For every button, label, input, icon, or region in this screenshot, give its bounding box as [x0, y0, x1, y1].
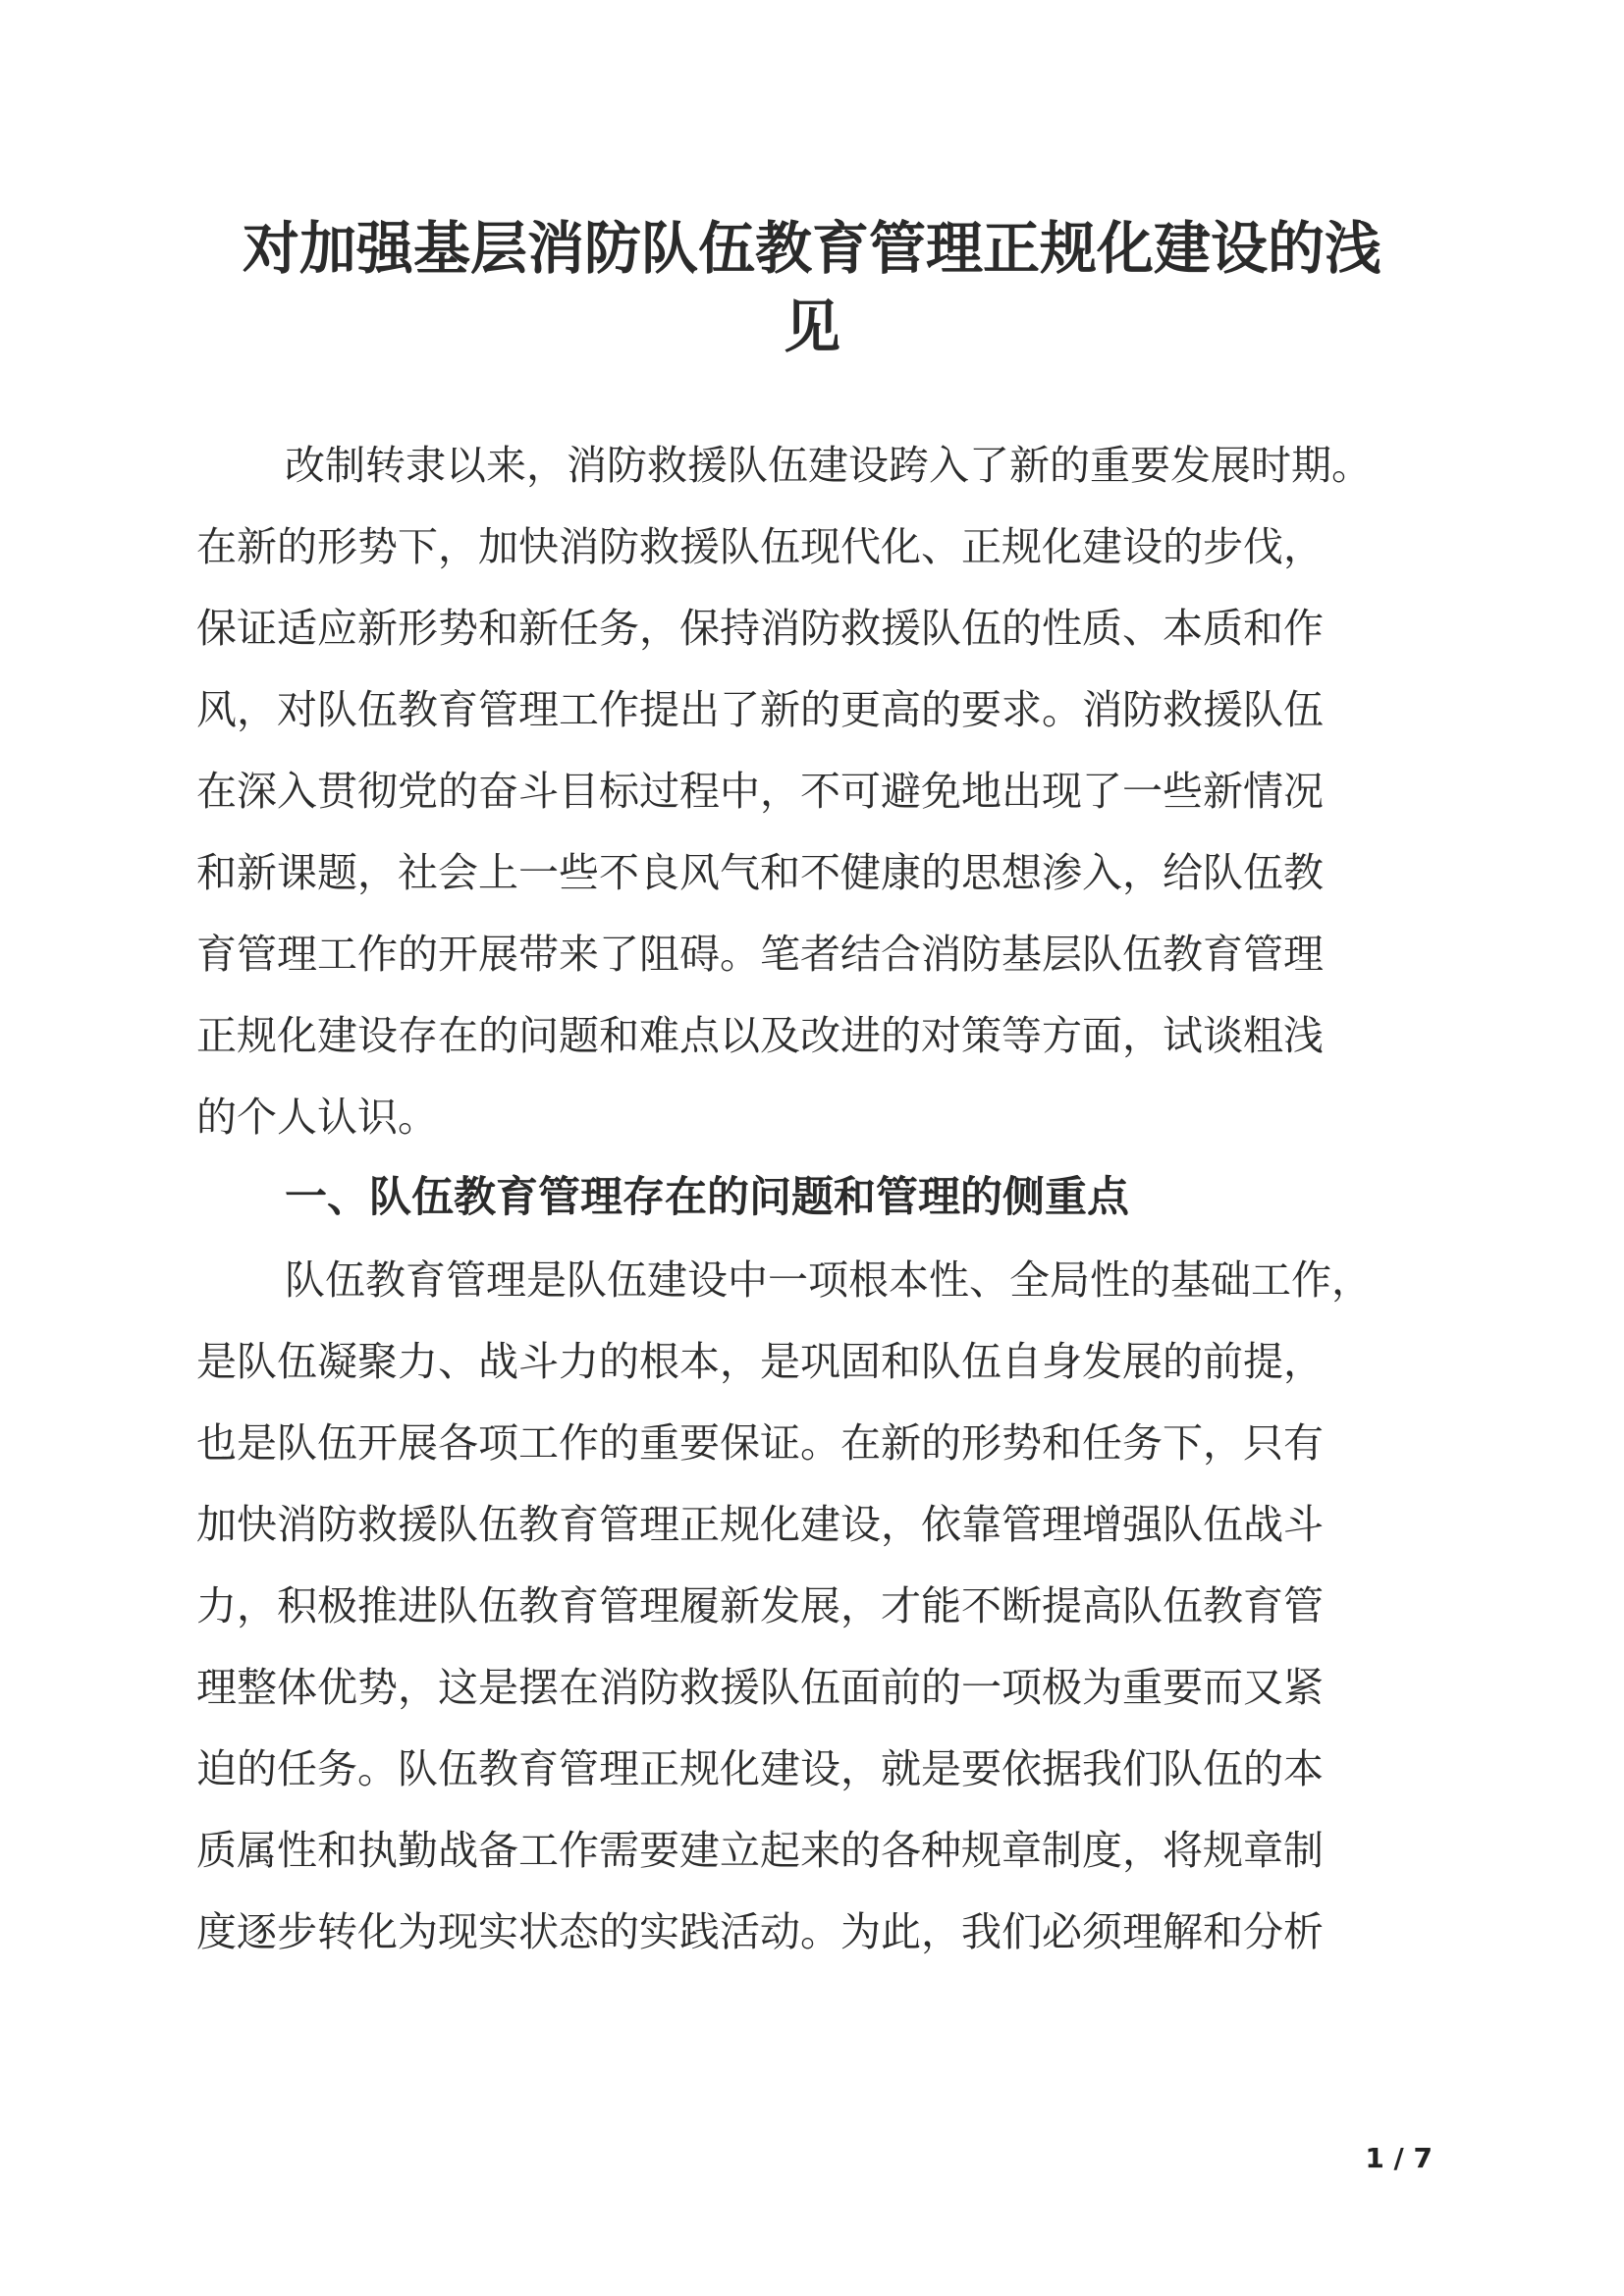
- section-heading: 一、队伍教育管理存在的问题和管理的侧重点: [285, 1173, 1129, 1222]
- paragraph-line: 质属性和执勤战备工作需要建立起来的各种规章制度，将规章制: [196, 1827, 1324, 1874]
- paragraph-line: 改制转隶以来，消防救援队伍建设跨入了新的重要发展时期。: [285, 442, 1372, 489]
- paragraph-line: 是队伍凝聚力、战斗力的根本，是巩固和队伍自身发展的前提，: [196, 1338, 1324, 1385]
- paragraph-line: 保证适应新形势和新任务，保持消防救援队伍的性质、本质和作: [196, 605, 1324, 652]
- paragraph-line: 和新课题，社会上一些不良风气和不健康的思想渗入，给队伍教: [196, 849, 1324, 896]
- paragraph-line: 也是队伍开展各项工作的重要保证。在新的形势和任务下，只有: [196, 1419, 1324, 1467]
- document-title-line-1: 对加强基层消防队伍教育管理正规化建设的浅: [242, 215, 1381, 282]
- paragraph-line: 加快消防救援队伍教育管理正规化建设，依靠管理增强队伍战斗: [196, 1501, 1324, 1548]
- paragraph-line: 育管理工作的开展带来了阻碍。笔者结合消防基层队伍教育管理: [196, 931, 1324, 978]
- paragraph-line: 力，积极推进队伍教育管理履新发展，才能不断提高队伍教育管: [196, 1582, 1324, 1629]
- paragraph-line: 在新的形势下，加快消防救援队伍现代化、正规化建设的步伐，: [196, 523, 1324, 570]
- paragraph-line: 风，对队伍教育管理工作提出了新的更高的要求。消防救援队伍: [196, 686, 1324, 733]
- paragraph-line: 度逐步转化为现实状态的实践活动。为此，我们必须理解和分析: [196, 1908, 1324, 1955]
- paragraph-line: 队伍教育管理是队伍建设中一项根本性、全局性的基础工作，: [285, 1256, 1372, 1304]
- paragraph-line: 理整体优势，这是摆在消防救援队伍面前的一项极为重要而又紧: [196, 1664, 1324, 1711]
- paragraph-line: 迫的任务。队伍教育管理正规化建设，就是要依据我们队伍的本: [196, 1745, 1324, 1792]
- paragraph-line: 正规化建设存在的问题和难点以及改进的对策等方面，试谈粗浅: [196, 1012, 1324, 1059]
- document-title-line-2: 见: [783, 294, 840, 360]
- page-number: 1 / 7: [1365, 2142, 1433, 2174]
- paragraph-line: 的个人认识。: [196, 1094, 438, 1141]
- paragraph-line: 在深入贯彻党的奋斗目标过程中，不可避免地出现了一些新情况: [196, 768, 1324, 815]
